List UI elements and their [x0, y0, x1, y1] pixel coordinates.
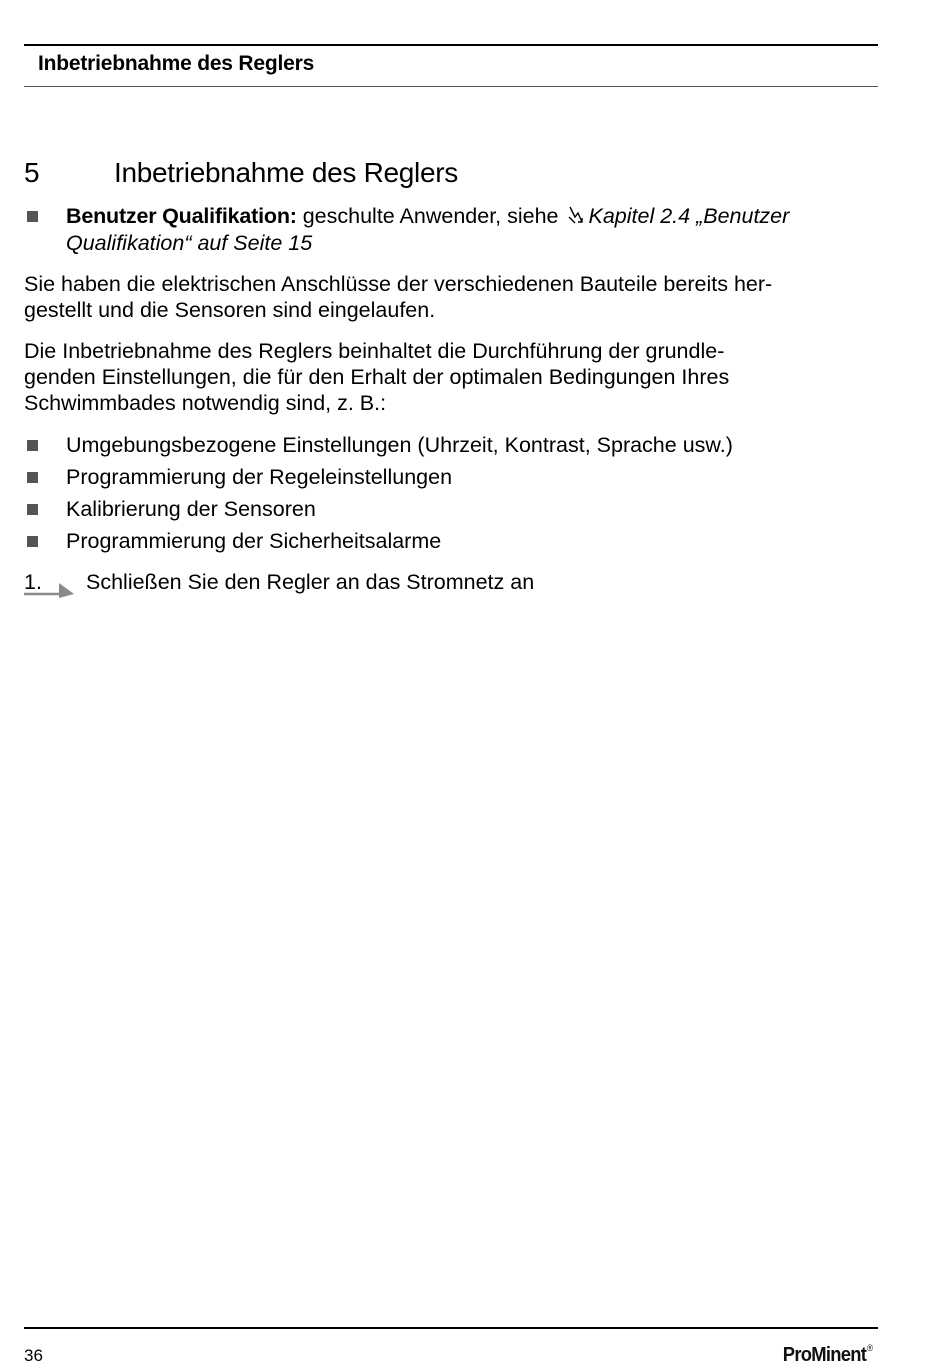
list-item-text: Kalibrierung der Sensoren: [66, 497, 316, 521]
step-number: 1.: [24, 570, 42, 594]
bullet-square-icon: [27, 472, 38, 483]
paragraph-line: gestellt und die Sensoren sind eingelaufen.: [24, 298, 436, 322]
chapter-title: Inbetriebnahme des Reglers: [114, 157, 458, 188]
qualification-label: Benutzer Qualifikation:: [66, 204, 297, 228]
bullet-square-icon: [27, 504, 38, 515]
paragraph-line: Die Inbetriebnahme des Reglers beinhaltet die Durchführung der grundle-: [24, 339, 725, 363]
bullet-square-icon: [27, 211, 38, 222]
running-header-title: Inbetriebnahme des Reglers: [38, 52, 315, 75]
bullet-square-icon: [27, 536, 38, 547]
step-text: Schließen Sie den Regler an das Stromnetz an: [86, 570, 535, 594]
registered-mark: ®: [866, 1343, 872, 1353]
paragraph-line: Schwimmbades notwendig sind, z. B.:: [24, 391, 387, 415]
footer-rule: [24, 1327, 878, 1329]
brand-logo: [782, 1343, 872, 1367]
instruction-step-1: [24, 569, 874, 599]
header-top-rule: [24, 44, 878, 46]
paragraph-line: genden Einstellungen, die für den Erhalt der optimalen Bedingungen Ihres: [24, 365, 730, 389]
cross-reference-arrow-icon: [567, 205, 585, 225]
page-number: 36: [24, 1346, 43, 1365]
list-item-text: Programmierung der Regeleinstellungen: [66, 465, 453, 489]
header-bottom-rule: [24, 86, 878, 87]
chapter-number: 5: [24, 157, 40, 188]
qualification-text: geschulte Anwender, siehe: [302, 204, 559, 228]
bullet-square-icon: [27, 440, 38, 451]
intro-paragraph-2: [24, 338, 874, 416]
list-item-text: Programmierung der Sicherheitsalarme: [66, 529, 442, 553]
list-item-text: Umgebungsbezogene Einstellungen (Uhrzeit, Kontrast, Sprache usw.): [66, 433, 733, 457]
paragraph-line: Sie haben die elektrischen Anschlüsse der verschiedenen Bauteile bereits her-: [24, 272, 773, 296]
qualification-link-line2[interactable]: Qualifikation“ auf Seite 15: [66, 231, 313, 255]
intro-paragraph-1: [24, 271, 874, 323]
user-qualification: [24, 203, 874, 263]
brand-name: ProMinent: [782, 1344, 866, 1366]
qualification-link-line1[interactable]: Kapitel 2.4 „Benutzer: [588, 204, 790, 228]
